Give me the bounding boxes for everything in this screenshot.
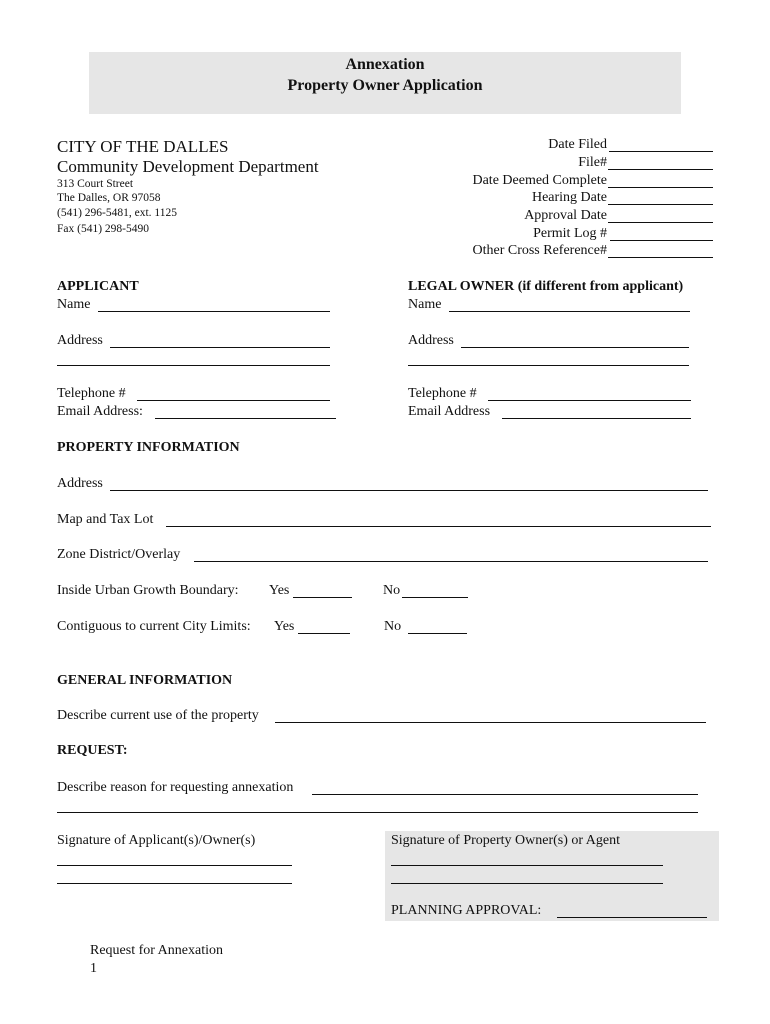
contiguous-no-line[interactable]: [408, 633, 467, 634]
applicant-email-label: Email Address:: [57, 404, 143, 419]
applicant-address-line1[interactable]: [110, 347, 330, 348]
general-heading: GENERAL INFORMATION: [57, 673, 233, 688]
city-phone: (541) 296-5481, ext. 1125: [57, 207, 177, 219]
map-tax-lot-line[interactable]: [166, 526, 711, 527]
date-filed-line[interactable]: [609, 151, 713, 152]
owner-address-line1[interactable]: [461, 347, 689, 348]
ugb-yes-label: Yes: [269, 583, 290, 598]
owner-name-label: Name: [408, 297, 442, 312]
applicant-telephone-label: Telephone #: [57, 386, 126, 401]
contiguous-no-label: No: [384, 619, 402, 634]
planning-approval-label: PLANNING APPROVAL:: [391, 903, 542, 918]
file-no-label: File#: [578, 155, 607, 170]
owner-agent-signature-label: Signature of Property Owner(s) or Agent: [391, 833, 621, 848]
applicant-heading: APPLICANT: [57, 279, 139, 294]
date-deemed-complete-label: Date Deemed Complete: [472, 173, 607, 188]
reason-line2[interactable]: [57, 812, 698, 813]
page-number: 1: [90, 961, 97, 976]
city-fax: Fax (541) 298-5490: [57, 223, 149, 235]
owner-email-label: Email Address: [408, 404, 491, 419]
applicant-address-line2[interactable]: [57, 365, 330, 366]
zone-line[interactable]: [194, 561, 708, 562]
ugb-yes-line[interactable]: [293, 597, 352, 598]
request-heading: REQUEST:: [57, 743, 128, 758]
applicant-telephone-line[interactable]: [137, 400, 330, 401]
ugb-label: Inside Urban Growth Boundary:: [57, 583, 239, 598]
owner-address-line2[interactable]: [408, 365, 689, 366]
reason-line1[interactable]: [312, 794, 698, 795]
hearing-date-label: Hearing Date: [531, 190, 607, 205]
title-box: [89, 52, 681, 114]
property-address-line[interactable]: [110, 490, 708, 491]
permit-log-line[interactable]: [610, 240, 713, 241]
footer-title: Request for Annexation: [90, 943, 223, 958]
reason-label: Describe reason for requesting annexation: [57, 780, 294, 795]
permit-log-label: Permit Log #: [533, 226, 607, 241]
owner-agent-signature-line1[interactable]: [391, 865, 663, 866]
department-name: Community Development Department: [57, 157, 319, 176]
contiguous-label: Contiguous to current City Limits:: [57, 619, 251, 634]
other-cross-reference-line[interactable]: [608, 257, 713, 258]
approval-date-line[interactable]: [608, 222, 713, 223]
owner-agent-signature-line2[interactable]: [391, 883, 663, 884]
applicant-name-line[interactable]: [98, 311, 330, 312]
city-name: CITY OF THE DALLES: [57, 137, 229, 156]
approval-date-label: Approval Date: [524, 208, 607, 223]
owner-email-line[interactable]: [502, 418, 691, 419]
owner-name-line[interactable]: [449, 311, 690, 312]
date-filed-label: Date Filed: [548, 137, 607, 152]
current-use-label: Describe current use of the property: [57, 708, 259, 723]
current-use-line[interactable]: [275, 722, 706, 723]
other-cross-reference-label: Other Cross Reference#: [472, 243, 607, 258]
planning-approval-line[interactable]: [557, 917, 707, 918]
ugb-no-line[interactable]: [402, 597, 468, 598]
city-street: 313 Court Street: [57, 178, 134, 190]
date-deemed-complete-line[interactable]: [608, 187, 713, 188]
applicant-signature-line2[interactable]: [57, 883, 292, 884]
property-heading: PROPERTY INFORMATION: [57, 440, 240, 455]
city-location: The Dalles, OR 97058: [57, 192, 161, 204]
property-address-label: Address: [57, 476, 103, 491]
legal-owner-heading: LEGAL OWNER (if different from applicant): [408, 279, 684, 294]
ugb-no-label: No: [383, 583, 401, 598]
applicant-signature-line1[interactable]: [57, 865, 292, 866]
title-line1: Annexation: [345, 56, 425, 73]
file-no-line[interactable]: [608, 169, 713, 170]
applicant-address-label: Address: [57, 333, 103, 348]
owner-telephone-label: Telephone #: [408, 386, 477, 401]
owner-telephone-line[interactable]: [488, 400, 691, 401]
applicant-signature-label: Signature of Applicant(s)/Owner(s): [57, 833, 256, 848]
contiguous-yes-label: Yes: [274, 619, 295, 634]
applicant-email-line[interactable]: [155, 418, 336, 419]
map-tax-lot-label: Map and Tax Lot: [57, 512, 154, 527]
title-line2: Property Owner Application: [287, 77, 483, 94]
applicant-name-label: Name: [57, 297, 91, 312]
hearing-date-line[interactable]: [608, 204, 713, 205]
owner-address-label: Address: [408, 333, 454, 348]
zone-label: Zone District/Overlay: [57, 547, 181, 562]
contiguous-yes-line[interactable]: [298, 633, 350, 634]
